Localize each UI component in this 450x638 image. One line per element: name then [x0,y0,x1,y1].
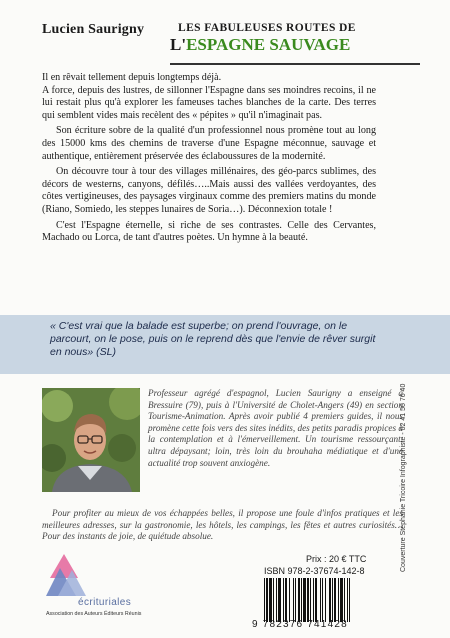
blurb [42,72,376,245]
cover-credit [400,383,410,582]
publisher-name: écrituriales [78,597,132,608]
barcode-bar [349,578,350,622]
author-name: Lucien Saurigny [42,22,145,37]
barcode-bar [325,578,326,622]
barcode-bar [269,578,272,622]
book-title [170,22,420,55]
blurb-paragraph-4: On découvre tour à tour des villages millénaires, des géo-parcs sublimes, des décors de westerns, canyons, défilés…..Mais aussi des vallées verdoyantes, des côtes vertigineuses, des paysages virginaux comme des premiers matins du monde (Riano, Somiedo, les steppes lunaires de Soria…). Déconnexion totale ! [42,166,376,215]
blurb-paragraph-2: A force, depuis des lustres, de sillonner l'Espagne dans ses moindres recoins, il ne lui restait plus qu'à explorer les fameuses taches blanches de la carte. Des terres qui semblent vides mais recèlent des « pépites » qu'il n'imaginait pas. [42,84,376,121]
cover-credit-text: Couverture Stéphanie Tricoire Infographiste - 02 41 56 76 40 [400,383,407,572]
quote-attribution: (SL) [96,346,116,358]
barcode-graphic [262,578,396,622]
barcode-bar [332,578,333,622]
barcode-bar [340,578,343,622]
barcode-bar [329,578,331,622]
author-portrait-illustration [42,388,140,492]
barcode-bar [283,578,284,622]
title-prefix: L' [170,35,187,54]
author-bio-practical: Pour profiter au mieux de vos échappées belles, il propose une foule d'infos pratiques et les meilleures adresses, sur la gastronomie, les hôtels, les campings, les fêtes et autres curiosités…Pour des instants de joie, de quiétude absolue. [42,508,403,542]
barcode-bar [285,578,287,622]
barcode-bar [315,578,317,622]
author-bio: Professeur agrégé d'espagnol, Lucien Saurigny a enseigné à Bressuire (79), puis à l'Université de Cholet-Angers (49) en section Tourisme-Animation. Après avoir publié 4 premiers guides, il nous promène cette fois vers des sites inédits, des petits paradis propices à la contemplation et à l'émerveillement. Un tourisme ressourçant, ultra dépaysant; loin, très loin du brouhaha médiatique et d'une actualité trop souvent anxiogène. [148,388,403,468]
publisher-logo-icon [46,548,126,600]
blurb-paragraph-3: Son écriture sobre de la qualité d'un professionnel nous promène tout au long des 15000 kms des chemins de traverse d'une Espagne méconnue, sauvage et authentique, entièrement préservée des éclaboussures de la modernité. [42,125,376,162]
barcode-bar [278,578,281,622]
title-underline [170,63,420,65]
barcode-bar [264,578,265,622]
barcode-bar [295,578,296,622]
blurb-paragraph-1: Il en rêvait tellement depuis longtemps déjà. [42,72,222,83]
price-label: Prix : 20 € TTC [306,554,367,564]
barcode-bar [313,578,314,622]
barcode-bar [301,578,302,622]
title-line-2 [170,35,420,55]
barcode-bar [307,578,309,622]
barcode-bar [338,578,339,622]
barcode-bar [344,578,345,622]
barcode-bar [334,578,336,622]
barcode-bar [310,578,311,622]
barcode-bar [293,578,294,622]
barcode-bar [276,578,277,622]
blurb-paragraph-5: C'est l'Espagne éternelle, si riche de ses contrastes. Celle des Cervantes, Machado ou Lorca, de tant d'autres poètes. Un hymne à la beauté. [42,219,376,244]
review-quote [50,320,380,359]
isbn-label: ISBN 978-2-37674-142-8 [264,566,365,576]
author-photo [42,388,140,492]
barcode-bar [320,578,321,622]
title-main: ESPAGNE SAUVAGE [186,35,351,54]
barcode-bar [266,578,268,622]
barcode-bar [273,578,274,622]
barcode-bar [298,578,300,622]
barcode-bar [322,578,323,622]
barcode-bar [289,578,290,622]
barcode-bar [347,578,348,622]
barcode-digits: 9 782376 741428 [252,619,348,630]
barcode-bar [303,578,306,622]
quote-text: « C'est vrai que la balade est superbe; on prend l'ouvrage, on le parcourt, on le pose, puis on le reprend dès que l'envie de rêver surgit en nous» [50,320,376,358]
publisher-subtitle: Association des Auteurs Éditeurs Réunis [46,611,142,617]
title-line-1: LES FABULEUSES ROUTES DE [178,22,356,34]
